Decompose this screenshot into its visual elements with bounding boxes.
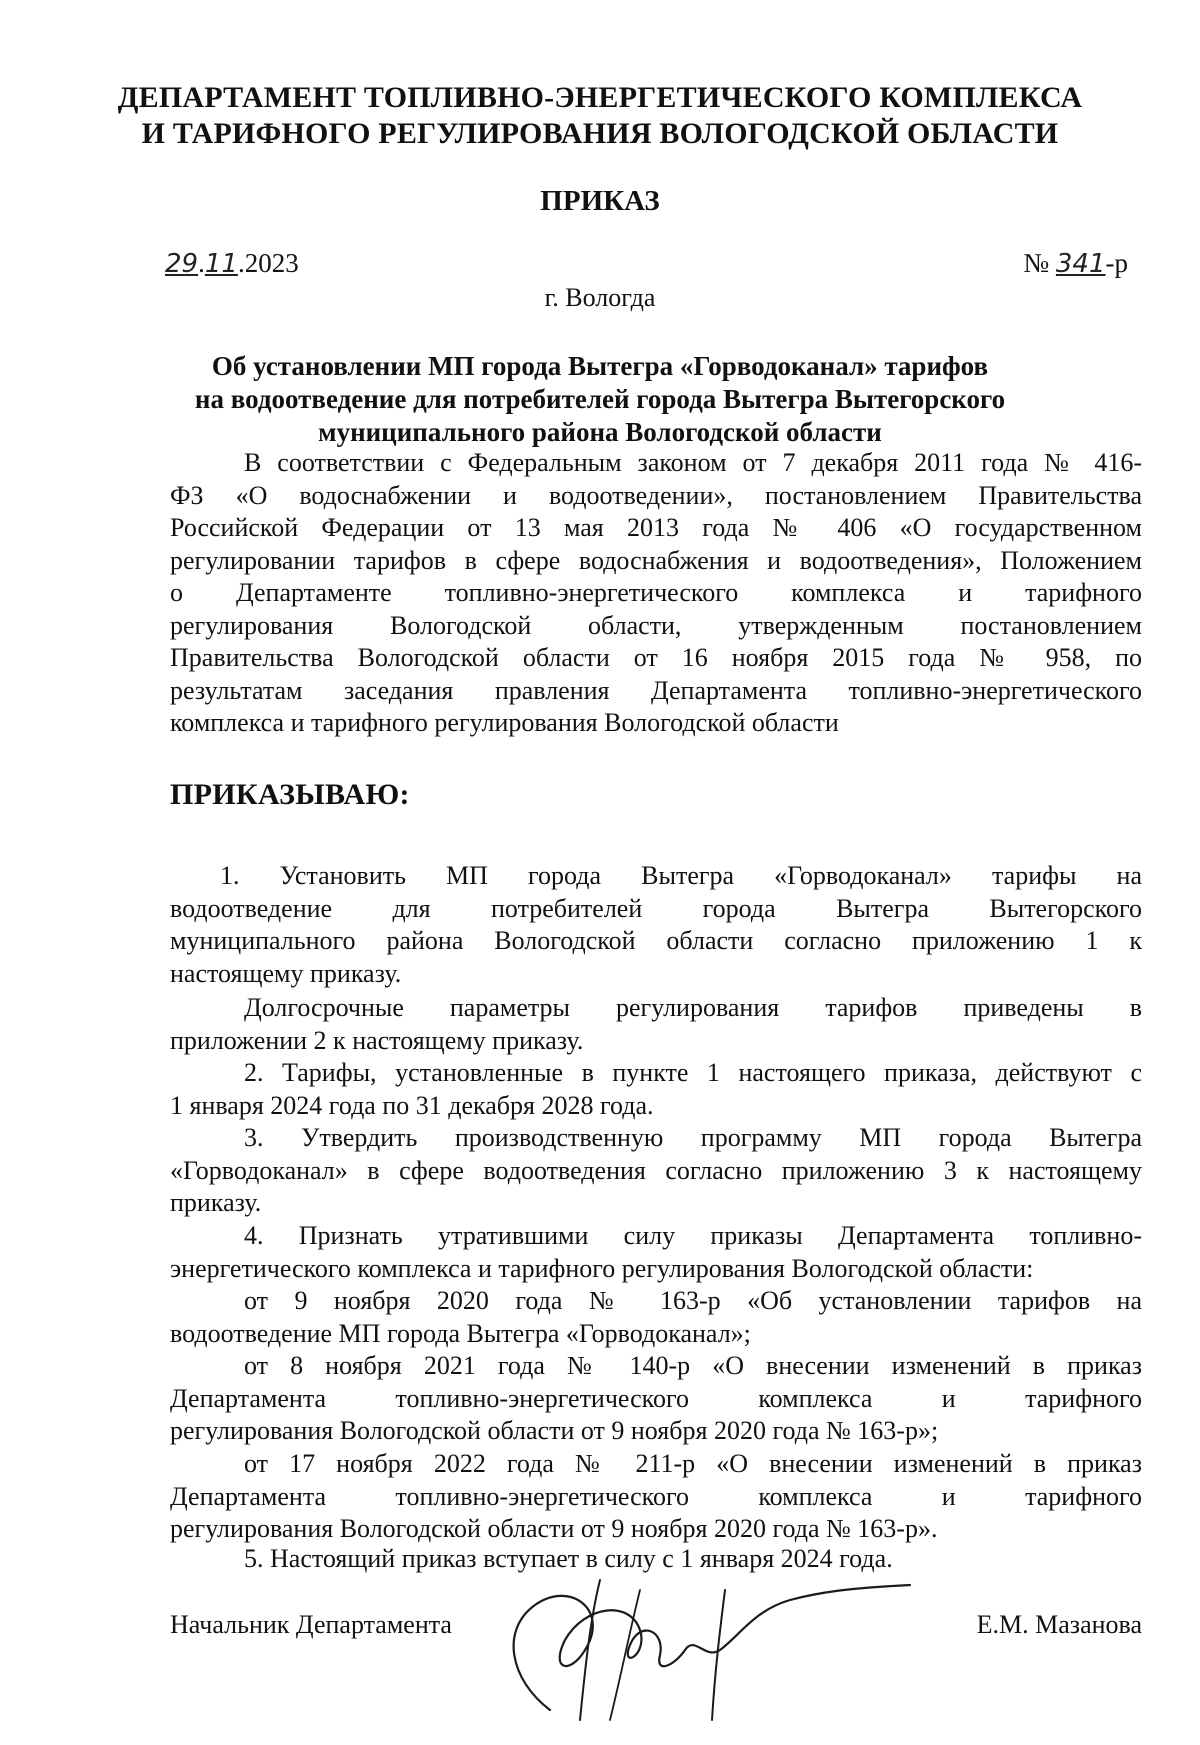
item-4-order-c xyxy=(170,1448,1142,1546)
text-line: о Департаменте топливно-энергетического комплекса и тарифного xyxy=(170,578,1142,607)
text-line: от 17 ноября 2022 года № 211-р «О внесении изменений в приказ xyxy=(244,1449,1142,1478)
order-date: 29.11.2023 xyxy=(165,248,299,279)
text-line: 4. Признать утратившими силу приказы Департамента топливно- xyxy=(244,1221,1142,1250)
text-line: приложении 2 к настоящему приказу. xyxy=(170,1025,584,1055)
text-line: комплекса и тарифного регулирования Вологодской области xyxy=(170,708,839,737)
number-suffix: -р xyxy=(1105,248,1128,278)
text-line: от 8 ноября 2021 года № 140-р «О внесении изменений в приказ xyxy=(244,1351,1142,1380)
subject-line: Об установлении МП города Вытегра «Горводоканал» тарифов xyxy=(211,351,989,381)
text-line: водоотведение МП города Вытегра «Горводоканал»; xyxy=(170,1318,751,1348)
date-month: 11 xyxy=(204,249,238,279)
item-4-order-a xyxy=(170,1285,1142,1350)
preamble xyxy=(170,447,1142,740)
text-line: водоотведение для потребителей города Вытегра Вытегорского xyxy=(170,893,1142,923)
document-type: ПРИКАЗ xyxy=(540,185,660,217)
item-1 xyxy=(170,860,1142,990)
text-line: регулирования Вологодской области от 9 ноября 2020 года № 163-р». xyxy=(170,1514,938,1543)
text-line: настоящему приказу. xyxy=(170,958,402,988)
department-line-2: И ТАРИФНОГО РЕГУЛИРОВАНИЯ ВОЛОГОДСКОЙ ОБЛАСТИ xyxy=(141,117,1059,150)
text-line: 1. Установить МП города Вытегра «Горводоканал» тарифы на xyxy=(220,861,1142,890)
text-line: приказу. xyxy=(170,1188,262,1217)
signer-name: Е.М. Мазанова xyxy=(976,1610,1142,1639)
department-line-1: ДЕПАРТАМЕНТ ТОПЛИВНО-ЭНЕРГЕТИЧЕСКОГО КОМПЛЕКСА xyxy=(117,81,1083,114)
text-line: 5. Настоящий приказ вступает в силу с 1 января 2024 года. xyxy=(244,1544,893,1573)
subject-line: на водоотведение для потребителей города Вытегра Вытегорского xyxy=(194,384,1006,414)
text-line: результатам заседания правления Департамента топливно-энергетического xyxy=(170,675,1142,705)
text-line: ФЗ «О водоснабжении и водоотведении», постановлением Правительства xyxy=(170,480,1142,510)
text-line: Российской Федерации от 13 мая 2013 года № 406 «О государственном xyxy=(170,513,1142,542)
item-1-params xyxy=(170,992,1142,1057)
subject-line: муниципального района Вологодской области xyxy=(318,417,882,447)
handwritten-signature xyxy=(490,1545,940,1745)
item-4 xyxy=(170,1220,1142,1285)
item-4-order-b xyxy=(170,1350,1142,1448)
date-day: 29 xyxy=(165,249,199,279)
text-line: Долгосрочные параметры регулирования тарифов приведены в xyxy=(244,993,1142,1022)
text-line: В соответствии с Федеральным законом от 7 декабря 2011 года № 416- xyxy=(244,448,1142,477)
text-line: Департамента топливно-энергетического комплекса и тарифного xyxy=(170,1481,1142,1511)
text-line: 2. Тарифы, установленные в пункте 1 настоящего приказа, действуют с xyxy=(244,1058,1142,1087)
order-subject xyxy=(0,350,1200,449)
text-line: от 9 ноября 2020 года № 163-р «Об установлении тарифов на xyxy=(244,1286,1142,1315)
date-year: .2023 xyxy=(237,248,299,278)
text-line: регулировании тарифов в сфере водоснабжения и водоотведения», Положением xyxy=(170,545,1142,575)
text-line: Правительства Вологодской области от 16 ноября 2015 года № 958, по xyxy=(170,643,1142,672)
order-directive: ПРИКАЗЫВАЮ: xyxy=(170,778,410,811)
signer-position: Начальник Департамента xyxy=(170,1610,452,1639)
text-line: 1 января 2024 года по 31 декабря 2028 года. xyxy=(170,1090,654,1120)
text-line: муниципального района Вологодской области согласно приложению 1 к xyxy=(170,926,1142,955)
item-2 xyxy=(170,1057,1142,1122)
order-number xyxy=(1023,248,1128,279)
number-value: 341 xyxy=(1055,249,1106,279)
text-line: энергетического комплекса и тарифного регулирования Вологодской области: xyxy=(170,1253,1034,1283)
city: г. Вологда xyxy=(544,283,656,312)
text-line: «Горводоканал» в сфере водоотведения согласно приложению 3 к настоящему xyxy=(170,1155,1142,1185)
text-line: Департамента топливно-энергетического комплекса и тарифного xyxy=(170,1383,1142,1413)
item-3 xyxy=(170,1122,1142,1220)
text-line: регулирования Вологодской области, утвержденным постановлением xyxy=(170,610,1142,640)
text-line: регулирования Вологодской области от 9 ноября 2020 года № 163-р»; xyxy=(170,1416,939,1445)
text-line: 3. Утвердить производственную программу МП города Вытегра xyxy=(244,1123,1142,1152)
department-header xyxy=(0,80,1200,152)
number-prefix: № xyxy=(1023,248,1050,278)
